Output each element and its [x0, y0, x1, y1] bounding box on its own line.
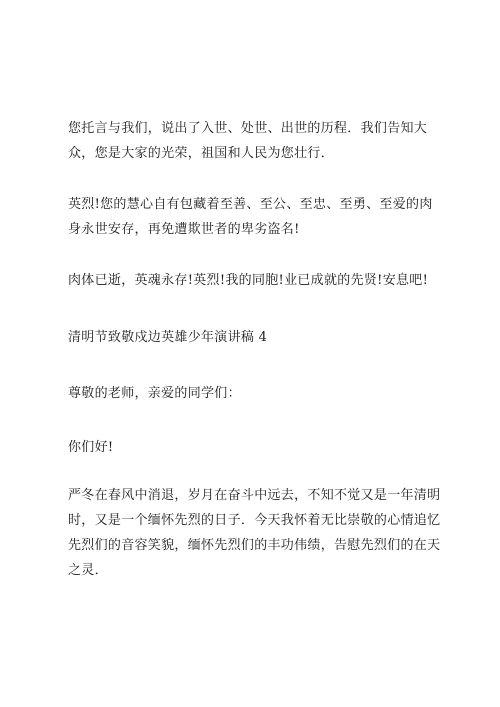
paragraph-qingming-remembrance [68, 483, 440, 583]
text-line: 尊敬的老师，亲爱的同学们： [68, 386, 241, 401]
paragraph-rest-in-peace [68, 268, 440, 293]
text-line: 先烈们的音容笑貌，缅怀先烈们的丰功伟绩，告慰先烈们的在天 [68, 538, 441, 553]
text-line: 英烈!您的慧心自有包藏着至善、至公、至忠、至勇、至爱的肉 [68, 197, 433, 212]
text-line: 您托言与我们，说出了入世、处世、出世的历程．我们告知大 [68, 121, 428, 136]
text-line: 之灵． [68, 563, 108, 578]
heading-text: 清明节致敬戍边英雄少年演讲稿 4 [68, 330, 268, 345]
text-line: 身永世安存，再免遭欺世者的卑劣盗名! [68, 222, 300, 237]
greeting [68, 435, 440, 460]
paragraph-heroes-wisdom [68, 192, 440, 242]
paragraph-entrustment [68, 116, 440, 166]
section-heading [68, 325, 440, 350]
text-line: 时，又是一个缅怀先烈的日子．今天我怀着无比崇敬的心情追忆 [68, 513, 441, 528]
salutation [68, 381, 440, 406]
text-line: 你们好! [68, 440, 114, 455]
text-line: 严冬在春风中消退，岁月在奋斗中远去，不知不觉又是一年清明 [68, 488, 441, 503]
text-line: 肉体已逝，英魂永存!英烈!我的同胞!业已成就的先贤!安息吧! [68, 273, 429, 288]
text-line: 众，您是大家的光荣，祖国和人民为您壮行． [68, 146, 335, 161]
